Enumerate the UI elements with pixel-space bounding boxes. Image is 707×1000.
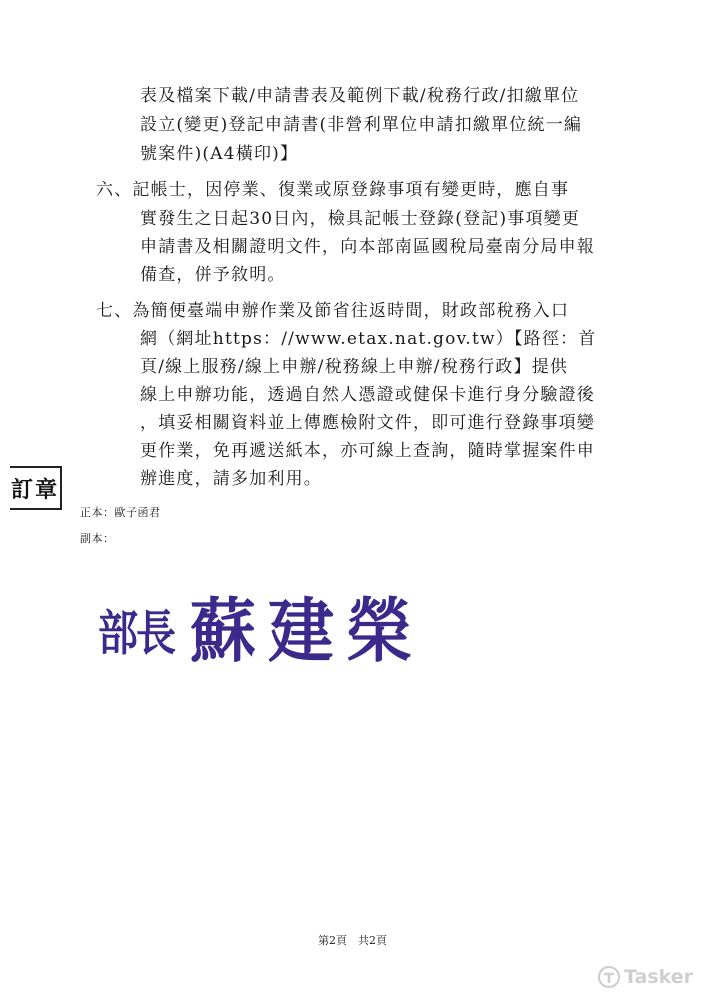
paragraph-6-line: 實發生之日起30日內，檢具記帳士登錄(登記)事項變更 [140,209,581,229]
recipient-main: 正本：歐子函君 [80,506,161,519]
recipient-copy: 副本： [80,532,115,545]
paragraph-6-line: 六、記帳士，因停業、復業或原登錄事項有變更時，應自事 [96,180,570,200]
paragraph-7-line: 網（網址https：//www.etax.nat.gov.tw）【路徑：首 [140,329,597,349]
paragraph-line: 號案件)(A4橫印)】 [140,144,299,164]
page-number: 第2頁 共2頁 [318,934,387,947]
paragraph-7-line: 頁/線上服務/線上申辦/稅務線上申辦/稅務行政】提供 [140,357,569,377]
minister-name-seal: 蘇建榮 [190,589,424,672]
paragraph-7-line: ，填妥相關資料並上傳應檢附文件，即可進行登錄事項變 [140,413,595,433]
paragraph-6-line: 申請書及相關證明文件，向本部南區國稅局臺南分局申報 [140,237,595,257]
paragraph-6-line: 備查，併予敘明。 [140,265,286,285]
paragraph-7-line: 七、為簡便臺端申辦作業及節省往返時間，財政部稅務入口 [96,301,570,321]
paragraph-7-line: 線上申辦功能，透過自然人憑證或健保卡進行身分驗證後 [140,385,595,405]
paragraph-line: 表及檔案下載/申請書表及範例下載/稅務行政/扣繳單位 [140,86,580,106]
watermark-logo [598,966,693,988]
minister-title-seal: 部長 [98,605,174,662]
binding-stamp: 訂章 [10,466,62,510]
paragraph-7-line: 辦進度，請多加利用。 [140,469,322,489]
tasker-logo-icon [598,966,620,988]
paragraph-line: 設立(變更)登記申請書(非營利單位申請扣繳單位統一編 [140,115,583,135]
paragraph-7-line: 更作業，免再遞送紙本，亦可線上查詢，隨時掌握案件申 [140,441,595,461]
watermark-text: Tasker [624,966,694,988]
